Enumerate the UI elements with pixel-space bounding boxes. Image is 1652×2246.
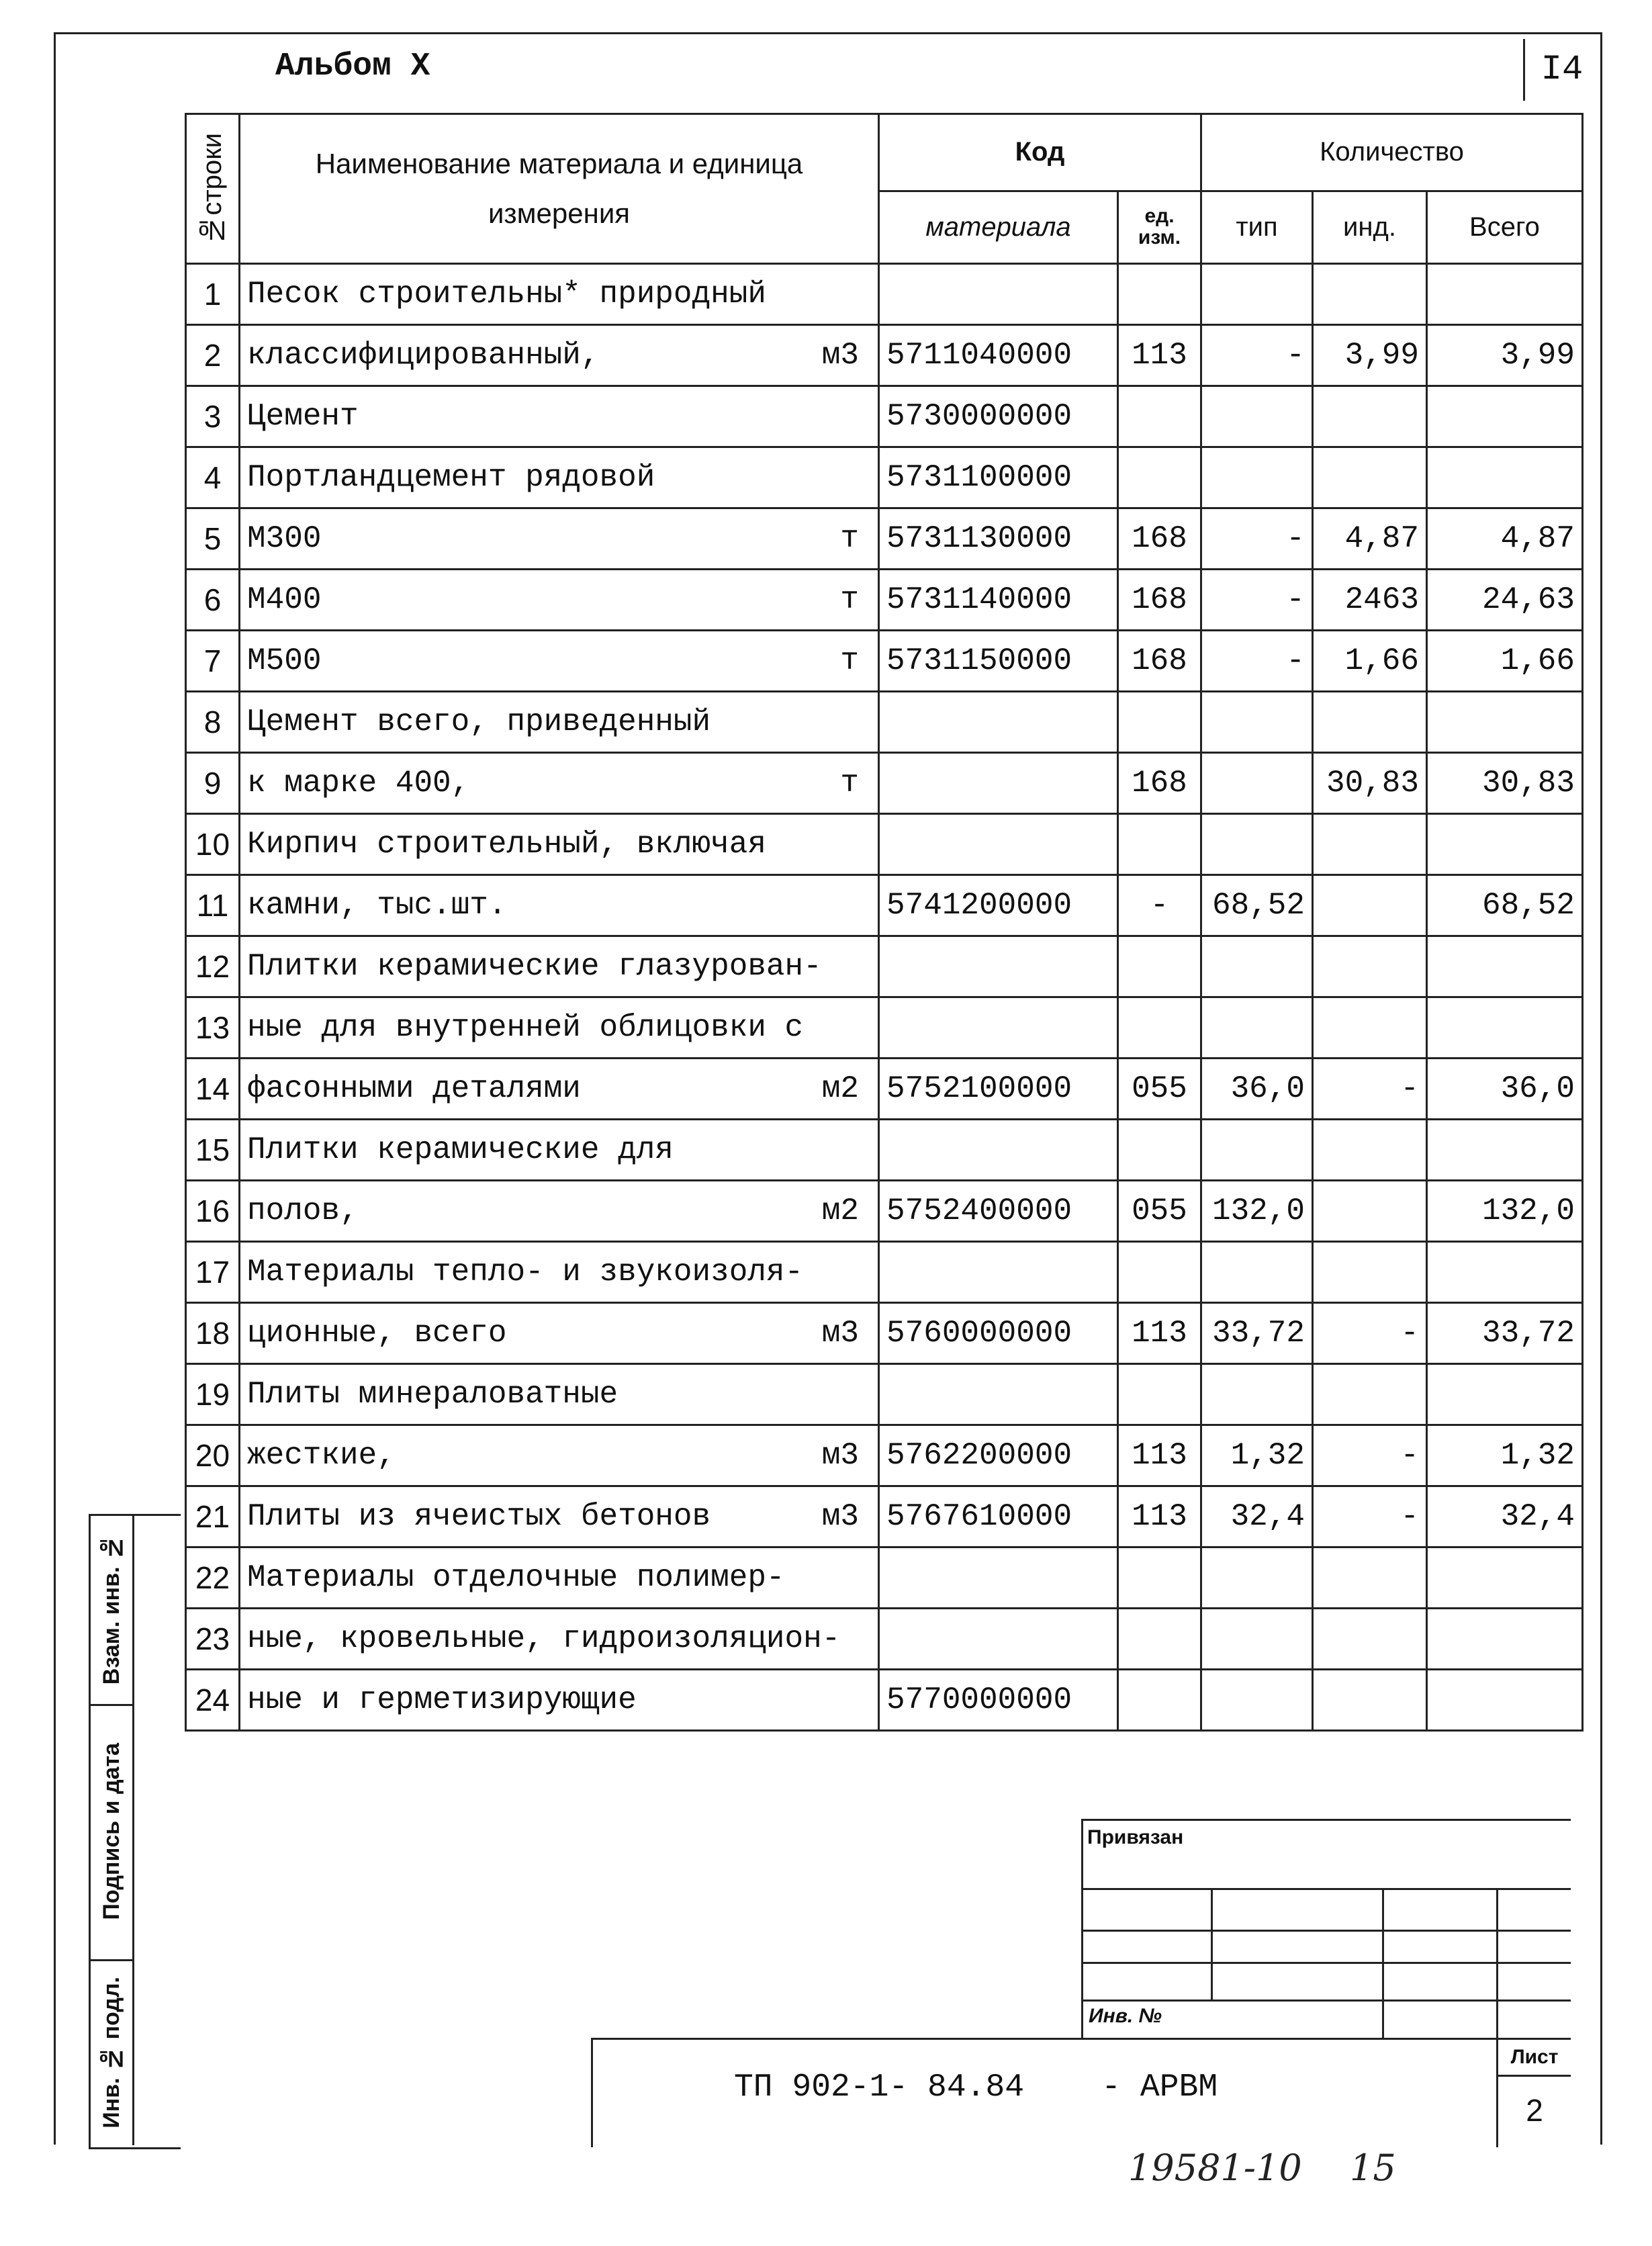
table-row xyxy=(186,1670,1583,1731)
material-name-text: ные для внутренней облицовки с xyxy=(247,1010,804,1045)
table-row xyxy=(186,570,1583,631)
sheet-number: 2 xyxy=(1526,2093,1543,2128)
qty-ind xyxy=(1313,936,1427,997)
qty-total xyxy=(1427,1120,1583,1181)
table-row xyxy=(186,1425,1583,1486)
qty-type: - xyxy=(1201,631,1313,692)
row-number: 16 xyxy=(186,1181,240,1242)
material-name xyxy=(240,997,879,1059)
side-margin-stamp xyxy=(89,1514,181,2149)
sheet-box xyxy=(1496,2040,1571,2147)
material-name-text: Материалы отделочные полимер- xyxy=(247,1560,785,1595)
row-number: 17 xyxy=(186,1242,240,1303)
material-name-text: жесткие, xyxy=(247,1438,396,1473)
unit-label: м3 xyxy=(821,1316,859,1351)
material-name-text: Плиты минераловатные xyxy=(247,1377,618,1412)
material-name xyxy=(240,1303,879,1364)
qty-total xyxy=(1427,936,1583,997)
material-name xyxy=(240,570,879,631)
qty-ind xyxy=(1313,1364,1427,1425)
material-name-text: М400 xyxy=(247,582,322,617)
qty-ind: 3,99 xyxy=(1313,325,1427,386)
table-row xyxy=(186,1059,1583,1120)
unit-code xyxy=(1118,1609,1201,1670)
row-number: 22 xyxy=(186,1547,240,1609)
material-name xyxy=(240,1486,879,1547)
qty-total: 1,66 xyxy=(1427,631,1583,692)
material-code xyxy=(879,753,1118,814)
table-body xyxy=(186,264,1583,1731)
unit-code: 113 xyxy=(1118,1303,1201,1364)
material-name-text: Кирпич строительный, включая xyxy=(247,827,766,862)
inv-no-label: Инв. № xyxy=(1089,2005,1162,2027)
material-name xyxy=(240,1364,879,1425)
qty-total xyxy=(1427,1609,1583,1670)
header-qty-type: тип xyxy=(1201,191,1313,263)
unit-code xyxy=(1118,447,1201,508)
row-number: 6 xyxy=(186,570,240,631)
material-code: 5752100000 xyxy=(879,1059,1118,1120)
table-row xyxy=(186,1242,1583,1303)
qty-type xyxy=(1201,1364,1313,1425)
unit-code xyxy=(1118,1364,1201,1425)
unit-code xyxy=(1118,264,1201,325)
qty-type xyxy=(1201,814,1313,875)
material-name xyxy=(240,325,879,386)
qty-type xyxy=(1201,753,1313,814)
table-row xyxy=(186,936,1583,997)
qty-total xyxy=(1427,386,1583,447)
qty-type xyxy=(1201,1609,1313,1670)
material-name xyxy=(240,875,879,936)
material-code: 5731150000 xyxy=(879,631,1118,692)
qty-total xyxy=(1427,1364,1583,1425)
qty-total: 3,99 xyxy=(1427,325,1583,386)
page-number: 15 xyxy=(1350,2147,1396,2189)
qty-ind xyxy=(1313,1609,1427,1670)
material-name xyxy=(240,447,879,508)
row-number: 1 xyxy=(186,264,240,325)
material-name xyxy=(240,692,879,753)
table-row xyxy=(186,1181,1583,1242)
material-name xyxy=(240,936,879,997)
unit-label: м3 xyxy=(821,338,859,373)
table-row xyxy=(186,875,1583,936)
material-name xyxy=(240,1425,879,1486)
qty-type xyxy=(1201,1547,1313,1609)
material-code: 5731140000 xyxy=(879,570,1118,631)
row-number: 13 xyxy=(186,997,240,1059)
material-name xyxy=(240,753,879,814)
header-qty-total: Всего xyxy=(1427,191,1583,263)
linked-block xyxy=(1081,1819,1571,2040)
unit-code xyxy=(1118,1670,1201,1731)
material-code xyxy=(879,1242,1118,1303)
archive-number: 19581-10 xyxy=(1128,2147,1302,2189)
unit-code: 168 xyxy=(1118,508,1201,570)
album-title: Альбом X xyxy=(275,48,430,85)
row-number: 15 xyxy=(186,1120,240,1181)
qty-type xyxy=(1201,692,1313,753)
row-number: 4 xyxy=(186,447,240,508)
row-number: 9 xyxy=(186,753,240,814)
qty-total: 36,0 xyxy=(1427,1059,1583,1120)
qty-type: 1,32 xyxy=(1201,1425,1313,1486)
row-number: 19 xyxy=(186,1364,240,1425)
table-row xyxy=(186,1547,1583,1609)
row-number: 5 xyxy=(186,508,240,570)
table-row xyxy=(186,264,1583,325)
material-code: 5731100000 xyxy=(879,447,1118,508)
material-code xyxy=(879,814,1118,875)
unit-label: м2 xyxy=(821,1194,859,1228)
header-qty-ind: инд. xyxy=(1313,191,1427,263)
material-name xyxy=(240,264,879,325)
qty-type: 32,4 xyxy=(1201,1486,1313,1547)
unit-code: 168 xyxy=(1118,570,1201,631)
qty-ind xyxy=(1313,692,1427,753)
qty-total: 1,32 xyxy=(1427,1425,1583,1486)
qty-ind xyxy=(1313,447,1427,508)
unit-code xyxy=(1118,692,1201,753)
material-code: 5760000000 xyxy=(879,1303,1118,1364)
qty-total: 4,87 xyxy=(1427,508,1583,570)
row-number: 10 xyxy=(186,814,240,875)
qty-total: 33,72 xyxy=(1427,1303,1583,1364)
linked-vline-1 xyxy=(1211,1888,1213,2000)
unit-code xyxy=(1118,997,1201,1059)
unit-code xyxy=(1118,814,1201,875)
material-code xyxy=(879,264,1118,325)
qty-type xyxy=(1201,1670,1313,1731)
material-code xyxy=(879,1609,1118,1670)
material-code xyxy=(879,1120,1118,1181)
unit-label: т xyxy=(840,643,859,678)
qty-ind xyxy=(1313,1242,1427,1303)
qty-ind xyxy=(1313,1670,1427,1731)
material-name xyxy=(240,1242,879,1303)
material-code: 5762200000 xyxy=(879,1425,1118,1486)
unit-code xyxy=(1118,1242,1201,1303)
table-row xyxy=(186,814,1583,875)
qty-ind: 30,83 xyxy=(1313,753,1427,814)
qty-ind xyxy=(1313,875,1427,936)
unit-label: м2 xyxy=(821,1071,859,1106)
table-row xyxy=(186,1364,1583,1425)
header-code: Код xyxy=(879,114,1201,191)
qty-type xyxy=(1201,264,1313,325)
row-number: 18 xyxy=(186,1303,240,1364)
qty-type: 68,52 xyxy=(1201,875,1313,936)
material-name-text: ные и герметизирующие xyxy=(247,1682,637,1717)
material-code: 5767610000 xyxy=(879,1486,1118,1547)
qty-total xyxy=(1427,1242,1583,1303)
side-signature-date: Подпись и дата xyxy=(91,1704,134,1961)
material-code xyxy=(879,692,1118,753)
material-name xyxy=(240,631,879,692)
material-code: 5741200000 xyxy=(879,875,1118,936)
qty-type xyxy=(1201,997,1313,1059)
material-name xyxy=(240,1609,879,1670)
qty-type: 33,72 xyxy=(1201,1303,1313,1364)
table-row xyxy=(186,1120,1583,1181)
table-row xyxy=(186,508,1583,570)
qty-ind: - xyxy=(1313,1486,1427,1547)
row-number: 23 xyxy=(186,1609,240,1670)
qty-ind: 2463 xyxy=(1313,570,1427,631)
material-name-text: Плитки керамические для xyxy=(247,1132,674,1167)
material-name-text: ционные, всего xyxy=(247,1316,507,1351)
qty-ind: 4,87 xyxy=(1313,508,1427,570)
row-number: 20 xyxy=(186,1425,240,1486)
material-code xyxy=(879,997,1118,1059)
qty-total: 30,83 xyxy=(1427,753,1583,814)
material-name-text: Материалы тепло- и звукоизоля- xyxy=(247,1255,804,1290)
row-number: 7 xyxy=(186,631,240,692)
material-name-text: Цемент xyxy=(247,399,359,434)
qty-ind xyxy=(1313,814,1427,875)
unit-code: 168 xyxy=(1118,631,1201,692)
material-name xyxy=(240,1670,879,1731)
unit-code: 113 xyxy=(1118,325,1201,386)
qty-total xyxy=(1427,447,1583,508)
qty-type: - xyxy=(1201,325,1313,386)
unit-code xyxy=(1118,1547,1201,1609)
qty-ind xyxy=(1313,1181,1427,1242)
unit-code: - xyxy=(1118,875,1201,936)
row-number: 21 xyxy=(186,1486,240,1547)
material-code xyxy=(879,1364,1118,1425)
unit-label: м3 xyxy=(821,1438,859,1473)
linked-vline-3 xyxy=(1496,1888,1498,2040)
header-name: Наименование материала и единица измерения xyxy=(240,114,879,264)
material-name-text: фасонными деталями xyxy=(247,1071,581,1106)
qty-type xyxy=(1201,1242,1313,1303)
qty-ind xyxy=(1313,997,1427,1059)
row-number: 3 xyxy=(186,386,240,447)
material-code xyxy=(879,936,1118,997)
qty-total xyxy=(1427,692,1583,753)
material-name-text: полов, xyxy=(247,1194,359,1228)
qty-type xyxy=(1201,936,1313,997)
unit-code xyxy=(1118,386,1201,447)
table-row xyxy=(186,447,1583,508)
row-number: 14 xyxy=(186,1059,240,1120)
table-row xyxy=(186,753,1583,814)
qty-ind xyxy=(1313,1120,1427,1181)
header-row-no: №строки xyxy=(186,114,240,264)
qty-type: 36,0 xyxy=(1201,1059,1313,1120)
material-code: 5711040000 xyxy=(879,325,1118,386)
qty-type xyxy=(1201,447,1313,508)
unit-code xyxy=(1118,936,1201,997)
material-name-text: Песок строительны* природный xyxy=(247,277,766,312)
material-code: 5731130000 xyxy=(879,508,1118,570)
row-number: 2 xyxy=(186,325,240,386)
material-name-text: ные, кровельные, гидроизоляцион- xyxy=(247,1621,841,1656)
qty-type xyxy=(1201,386,1313,447)
qty-type: 132,0 xyxy=(1201,1181,1313,1242)
sheet-mark: I4 xyxy=(1523,39,1599,101)
material-name xyxy=(240,508,879,570)
unit-label: т xyxy=(840,521,859,556)
qty-total xyxy=(1427,997,1583,1059)
qty-ind xyxy=(1313,264,1427,325)
qty-ind: - xyxy=(1313,1303,1427,1364)
qty-total xyxy=(1427,814,1583,875)
row-number: 8 xyxy=(186,692,240,753)
material-name xyxy=(240,1120,879,1181)
qty-total: 24,63 xyxy=(1427,570,1583,631)
unit-label: т xyxy=(840,582,859,617)
header-code-unit: ед. изм. xyxy=(1118,191,1201,263)
unit-code xyxy=(1118,1120,1201,1181)
qty-ind xyxy=(1313,1547,1427,1609)
table-row xyxy=(186,325,1583,386)
material-name-text: М300 xyxy=(247,521,322,556)
unit-label: м3 xyxy=(821,1499,859,1534)
qty-ind xyxy=(1313,386,1427,447)
table-row xyxy=(186,631,1583,692)
unit-code: 055 xyxy=(1118,1059,1201,1120)
material-name xyxy=(240,1547,879,1609)
linked-label: Привязан xyxy=(1087,1826,1184,1848)
linked-vline-2 xyxy=(1382,1888,1384,2040)
qty-ind: - xyxy=(1313,1059,1427,1120)
unit-code: 055 xyxy=(1118,1181,1201,1242)
unit-code: 113 xyxy=(1118,1425,1201,1486)
unit-label: т xyxy=(840,766,859,801)
table-row xyxy=(186,1609,1583,1670)
materials-table xyxy=(185,113,1584,1732)
material-code: 5730000000 xyxy=(879,386,1118,447)
table-header-row-1 xyxy=(186,114,1583,191)
qty-total xyxy=(1427,264,1583,325)
material-name-text: классифицированный, xyxy=(247,338,600,373)
side-inv-vzam: Взам. инв. № xyxy=(91,1516,134,1706)
table-row xyxy=(186,997,1583,1059)
row-number: 24 xyxy=(186,1670,240,1731)
unit-code: 113 xyxy=(1118,1486,1201,1547)
qty-type: - xyxy=(1201,570,1313,631)
material-code xyxy=(879,1547,1118,1609)
qty-total xyxy=(1427,1670,1583,1731)
sheet-label: Лист xyxy=(1498,2040,1571,2077)
material-name-text: камни, тыс.шт. xyxy=(247,888,507,923)
material-name xyxy=(240,1059,879,1120)
material-name xyxy=(240,814,879,875)
qty-type: - xyxy=(1201,508,1313,570)
doc-code: ТП 902-1- 84.84 - АРВМ xyxy=(734,2069,1218,2106)
side-inv-orig: Инв. № подл. xyxy=(91,1959,134,2145)
table-row xyxy=(186,1486,1583,1547)
material-name-text: к марке 400, xyxy=(247,766,470,801)
qty-ind: - xyxy=(1313,1425,1427,1486)
header-quantity: Количество xyxy=(1201,114,1583,191)
material-name-text: Цемент всего, приведенный xyxy=(247,705,711,739)
material-name-text: М500 xyxy=(247,643,322,678)
title-block xyxy=(591,2038,1571,2147)
material-code: 5770000000 xyxy=(879,1670,1118,1731)
qty-type xyxy=(1201,1120,1313,1181)
qty-total: 32,4 xyxy=(1427,1486,1583,1547)
material-name xyxy=(240,386,879,447)
material-code: 5752400000 xyxy=(879,1181,1118,1242)
qty-total xyxy=(1427,1547,1583,1609)
material-name-text: Портландцемент рядовой xyxy=(247,460,655,495)
qty-ind: 1,66 xyxy=(1313,631,1427,692)
material-name xyxy=(240,1181,879,1242)
table-row xyxy=(186,386,1583,447)
row-number: 11 xyxy=(186,875,240,936)
table-row xyxy=(186,692,1583,753)
material-name-text: Плиты из ячеистых бетонов xyxy=(247,1499,711,1534)
header-code-material: материала xyxy=(879,191,1118,263)
qty-total: 132,0 xyxy=(1427,1181,1583,1242)
material-name-text: Плитки керамические глазурован- xyxy=(247,949,822,984)
row-number: 12 xyxy=(186,936,240,997)
qty-total: 68,52 xyxy=(1427,875,1583,936)
unit-code: 168 xyxy=(1118,753,1201,814)
table-row xyxy=(186,1303,1583,1364)
